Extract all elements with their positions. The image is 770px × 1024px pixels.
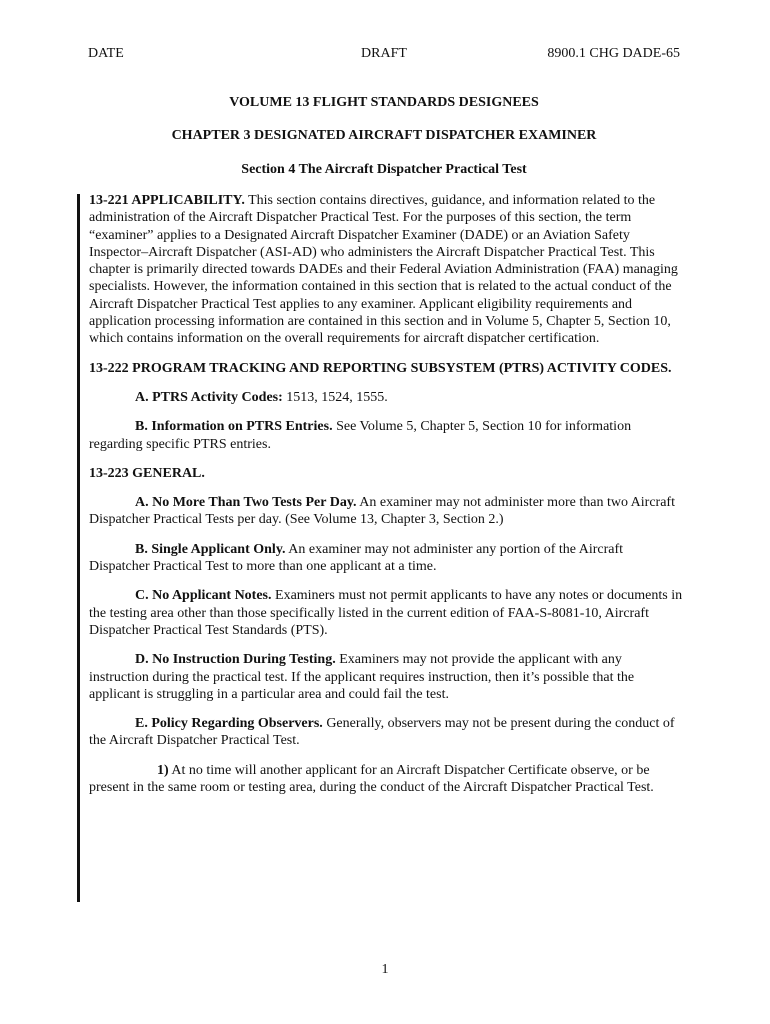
heading-13-223-c: C. No Applicant Notes. (135, 588, 272, 604)
heading-13-222: 13-222 PROGRAM TRACKING AND REPORTING SUBSYSTEM (PTRS) ACTIVITY CODES. (89, 360, 672, 376)
heading-13-223-b: B. Single Applicant Only. (135, 541, 286, 557)
paragraph-13-223-e (89, 715, 683, 750)
paragraph-13-223-d (89, 651, 683, 703)
heading-13-222-a: A. PTRS Activity Codes: (135, 389, 283, 405)
paragraph-13-222-a (89, 389, 683, 406)
text-13-223-e-1: At no time will another applicant for an Aircraft Dispatcher Certificate observe, or be present in the same room or testing area, during the conduct of the Aircraft Dispatcher Practical Test. (89, 762, 654, 796)
paragraph-13-223-a (89, 494, 683, 529)
paragraph-13-223-e-1 (89, 762, 683, 797)
document-body (89, 192, 683, 808)
text-13-223-a: An examiner may not administer more than two Aircraft Dispatcher Practical Tests per day. (See Volume 13, Chapter 3, Section 2.) (89, 495, 675, 528)
heading-13-223-e-1: 1) (157, 762, 169, 778)
heading-13-223-d: D. No Instruction During Testing. (135, 652, 336, 668)
text-13-222-b: See Volume 5, Chapter 5, Section 10 for information regarding specific PTRS entries. (89, 419, 632, 452)
chapter-title: CHAPTER 3 DESIGNATED AIRCRAFT DISPATCHER EXAMINER (171, 128, 597, 143)
text-13-223-d: Examiners may not provide the applicant with any instruction during the practical test. If the applicant requires instruction, then it’s possible that the applicant is struggling in a particular area and could fail the test. (89, 652, 635, 702)
section-title: Section 4 The Aircraft Dispatcher Practical Test (241, 162, 527, 177)
text-13-223-e: Generally, observers may not be present during the conduct of the Aircraft Dispatcher Practical Test. (89, 716, 675, 749)
text-13-221: This section contains directives, guidance, and information related to the administration of the Aircraft Dispatcher Practical Test. For the purposes of this section, the term “examiner” applies to a Designated Aircraft Dispatcher Examiner (DADE) or an Aviation Safety Inspector–Aircraft Dispatcher (ASI-AD) who administers the Aircraft Dispatcher Practical Test. This chapter is primarily directed towards DADEs and their Federal Aviation Administration (FAA) managing specialists. However, the information contained in this section that is related to the actual conduct of the Aircraft Dispatcher Practical Test applies to any examiner. Applicant eligibility requirements and application processing information are contained in this section and in Volume 5, Chapter 5, Section 10, which contains information on the overall requirements for aircraft dispatcher certification. (89, 193, 678, 347)
change-bar (77, 194, 80, 902)
heading-13-223-e: E. Policy Regarding Observers. (135, 716, 323, 732)
header-doc-number: 8900.1 CHG DADE-65 (547, 46, 680, 61)
heading-13-221: 13-221 APPLICABILITY. (89, 193, 245, 208)
heading-13-223: 13-223 GENERAL. (89, 465, 205, 481)
paragraph-13-221 (89, 192, 683, 348)
text-13-223-c: Examiners must not permit applicants to have any notes or documents in the testing area other than those specifically listed in the current edition of FAA-S-8081-10, Aircraft Dispatcher Practical Test Standards (PTS). (89, 588, 683, 638)
paragraph-13-222-b (89, 418, 683, 453)
paragraph-13-223-c (89, 587, 683, 639)
text-13-223-b: An examiner may not administer any portion of the Aircraft Dispatcher Practical Test to more than one applicant at a time. (89, 541, 624, 575)
header-draft: DRAFT (361, 46, 407, 61)
heading-13-222-b: B. Information on PTRS Entries. (135, 419, 333, 435)
running-header (88, 46, 680, 66)
header-date: DATE (88, 46, 124, 61)
paragraph-13-223-b (89, 541, 683, 576)
page-number: 1 (381, 962, 389, 977)
heading-13-223-a: A. No More Than Two Tests Per Day. (135, 495, 357, 511)
volume-title: VOLUME 13 FLIGHT STANDARDS DESIGNEES (229, 95, 539, 110)
text-13-222-a: 1513, 1524, 1555. (282, 389, 388, 405)
